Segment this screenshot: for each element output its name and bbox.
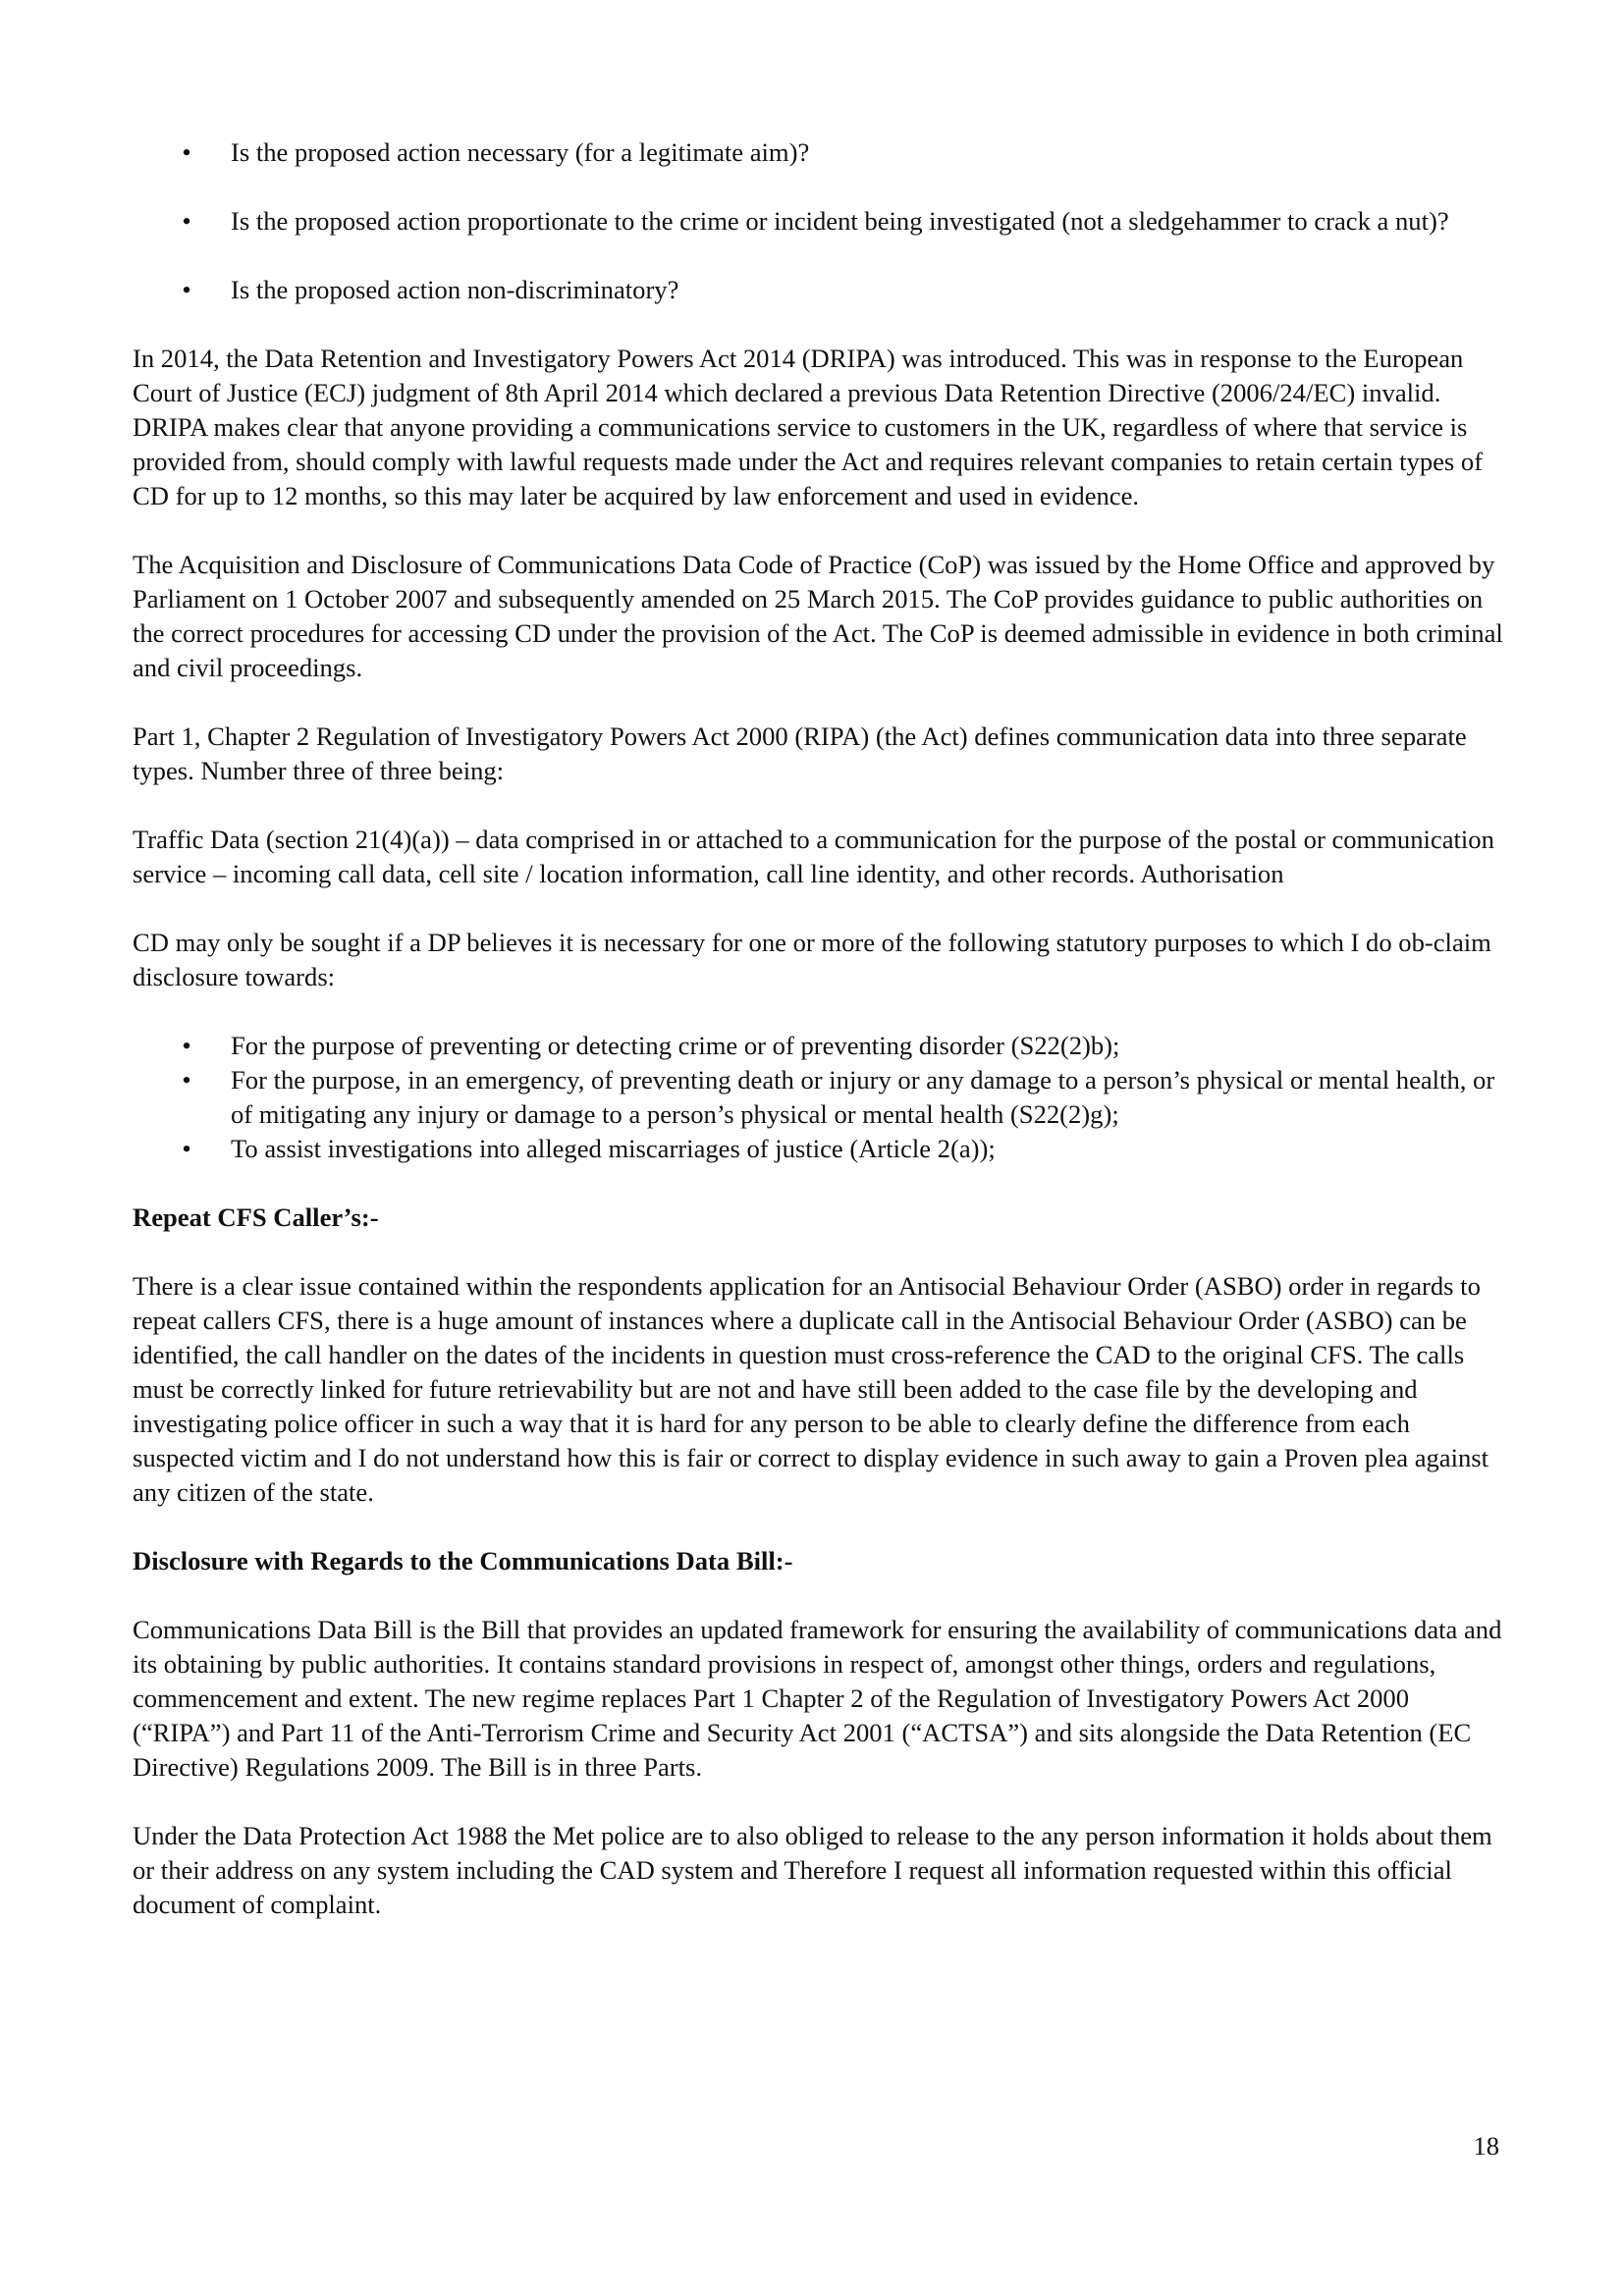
- paragraph-traffic-data: Traffic Data (section 21(4)(a)) – data comprised in or attached to a communication for the purpose of the postal or communication service – incoming call data, cell site / location information, call line identity, and other records. Authorisation: [133, 825, 1494, 888]
- heading-communications-data-bill: Disclosure with Regards to the Communications Data Bill:-: [133, 1546, 793, 1575]
- list-item: [133, 1132, 1507, 1166]
- list-item-text: Is the proposed action necessary (for a legitimate aim)?: [231, 137, 810, 167]
- bullet-icon: •: [182, 275, 191, 304]
- paragraph-dripa: In 2014, the Data Retention and Investigatory Powers Act 2014 (DRIPA) was introduced. This was in response to the European Court of Justice (ECJ) judgment of 8th April 2014 which declared a previous Data Retention Directive (2006/24/EC) invalid. DRIPA makes clear that anyone providing a communications service to customers in the UK, regardless of where that service is provided from, should comply with lawful requests made under the Act and requires relevant companies to retain certain types of CD for up to 12 months, so this may later be acquired by law enforcement and used in evidence.: [133, 344, 1484, 510]
- paragraph-repeat-callers: There is a clear issue contained within the respondents application for an Antisocial Behaviour Order (ASBO) order in regards to repeat callers CFS, there is a huge amount of instances where a duplicate call in the Antisocial Behaviour Order (ASBO) can be identified, the call handler on the dates of the incidents in question must cross-reference the CAD to the original CFS. The calls must be correctly linked for future retrievability but are not and have still been added to the case file by the developing and investigating police officer in such a way that it is hard for any person to be able to clearly define the difference from each suspected victim and I do not understand how this is fair or correct to display evidence in such away to gain a Proven plea against any citizen of the state.: [133, 1271, 1489, 1507]
- statutory-purposes-list: [133, 1029, 1507, 1166]
- bullet-icon: •: [182, 206, 191, 236]
- paragraph-statutory-purposes: CD may only be sought if a DP believes it is necessary for one or more of the following statutory purposes to which I do ob-claim disclosure towards:: [133, 928, 1491, 991]
- paragraph-communications-data-bill: Communications Data Bill is the Bill that provides an updated framework for ensuring the availability of communications data and its obtaining by public authorities. It contains standard provisions in respect of, amongst other things, orders and regulations, commencement and extent. The new regime replaces Part 1 Chapter 2 of the Regulation of Investigatory Powers Act 2000 (“RIPA”) and Part 11 of the Anti-Terrorism Crime and Security Act 2001 (“ACTSA”) and sits alongside the Data Retention (EC Directive) Regulations 2009. The Bill is in three Parts.: [133, 1615, 1502, 1782]
- list-item: [133, 1029, 1507, 1063]
- list-item: [133, 273, 1507, 307]
- bullet-icon: •: [182, 137, 191, 167]
- bullet-icon: •: [182, 1134, 191, 1163]
- list-item: [133, 1063, 1507, 1132]
- heading-repeat-callers: Repeat CFS Caller’s:-: [133, 1202, 379, 1232]
- paragraph-ripa: Part 1, Chapter 2 Regulation of Investigatory Powers Act 2000 (RIPA) (the Act) defines communication data into three separate types. Number three of three being:: [133, 721, 1467, 785]
- page-content: [133, 135, 1507, 1922]
- list-item-text: To assist investigations into alleged miscarriages of justice (Article 2(a));: [231, 1134, 996, 1163]
- list-item-text: Is the proposed action non-discriminatory?: [231, 275, 679, 304]
- list-item: [133, 135, 1507, 170]
- list-item-text: For the purpose, in an emergency, of preventing death or injury or any damage to a person’s physical or mental health, or of mitigating any injury or damage to a person’s physical or mental health (S22(2)g);: [231, 1065, 1495, 1129]
- page-number: 18: [1473, 2131, 1499, 2161]
- bullet-icon: •: [182, 1065, 191, 1095]
- paragraph-code-of-practice: The Acquisition and Disclosure of Communications Data Code of Practice (CoP) was issued by the Home Office and approved by Parliament on 1 October 2007 and subsequently amended on 25 March 2015. The CoP provides guidance to public authorities on the correct procedures for accessing CD under the provision of the Act. The CoP is deemed admissible in evidence in both criminal and civil proceedings.: [133, 550, 1503, 682]
- proportionality-questions-list: [133, 135, 1507, 307]
- list-item-text: For the purpose of preventing or detecting crime or of preventing disorder (S22(2)b);: [231, 1031, 1120, 1060]
- bullet-icon: •: [182, 1031, 191, 1060]
- list-item: [133, 204, 1507, 239]
- paragraph-data-protection-act: Under the Data Protection Act 1988 the Met police are to also obliged to release to the any person information it holds about them or their address on any system including the CAD system and Therefore I request all information requested within this official document of complaint.: [133, 1821, 1492, 1919]
- list-item-text: Is the proposed action proportionate to the crime or incident being investigated (not a sledgehammer to crack a nut)?: [231, 206, 1449, 236]
